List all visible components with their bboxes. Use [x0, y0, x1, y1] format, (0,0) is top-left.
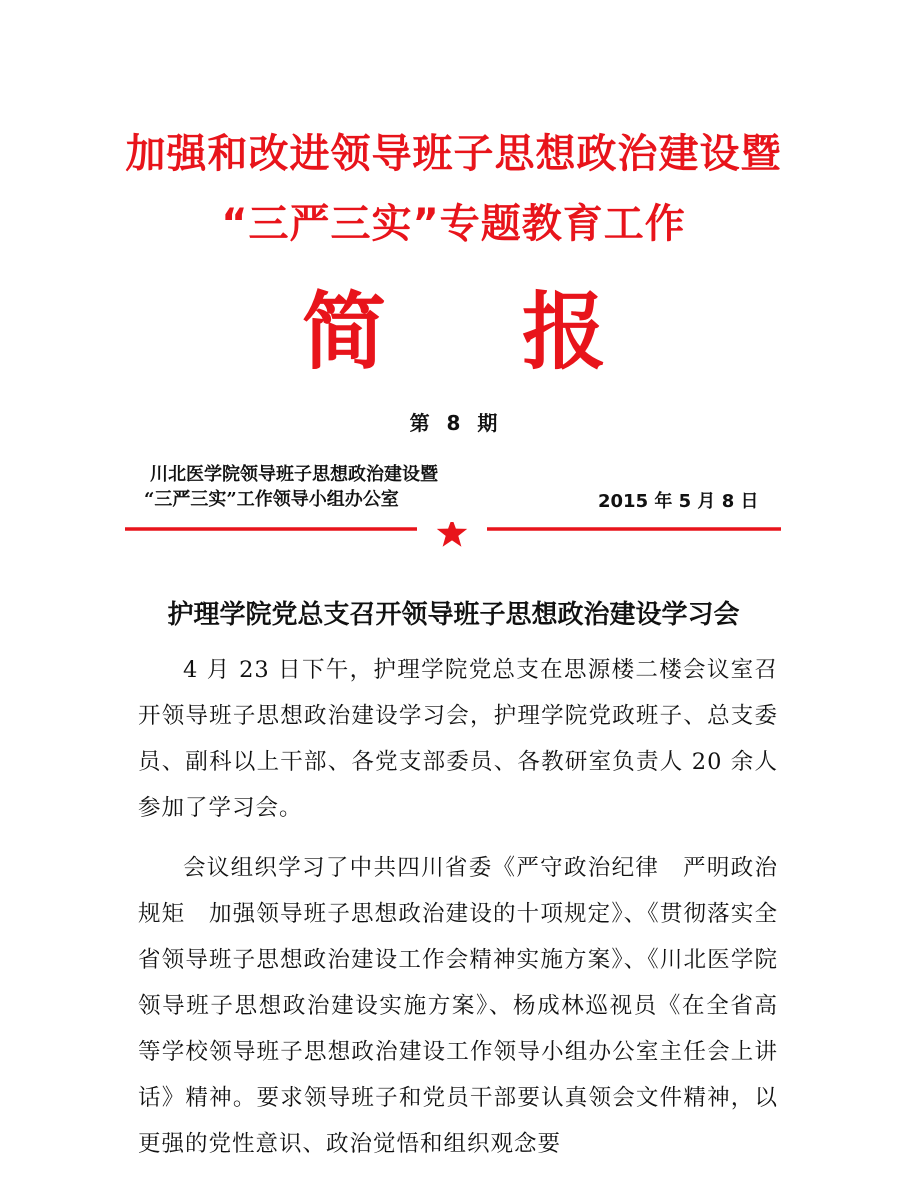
masthead-char-jian: 简 [302, 282, 387, 381]
star-icon [437, 522, 467, 547]
article-paragraph-1: 4 月 23 日下午，护理学院党总支在思源楼二楼会议室召开领导班子思想政治建设学习会，护理学院党政班子、总支委员、副科以上干部、各党支部委员、各教研室负责人 20 余人参加了学习会。 [138, 657, 778, 821]
issuer-line2: “三严三实”工作领导小组办公室 [144, 489, 399, 510]
bulletin-header-title-line2: “三严三实”专题教育工作 [221, 201, 686, 247]
article-title: 护理学院党总支召开领导班子思想政治建设学习会 [167, 600, 740, 630]
issuer-line1: 川北医学院领导班子思想政治建设暨 [150, 464, 438, 485]
issue-date: 2015 年 5 月 8 日 [598, 491, 759, 512]
issue-number: 第 8 期 [409, 411, 498, 435]
masthead-char-bao: 报 [522, 282, 607, 381]
article-paragraph-2: 会议组织学习了中共四川省委《严守政治纪律 严明政治规矩 加强领导班子思想政治建设的十项规定》、《贯彻落实全省领导班子思想政治建设工作会精神实施方案》、《川北医学院领导班子思想政治建设实施方案》、杨成林巡视员《在全省高等学校领导班子思想政治建设工作领导小组办公室主任会上讲话》精神。要求领导班子和党员干部要认真领会文件精神，以更强的党性意识、政治觉悟和组织观念要 [138, 855, 778, 1157]
issuer-block [144, 462, 438, 512]
bulletin-header-title-line1: 加强和改进领导班子思想政治建设暨 [125, 131, 782, 177]
red-divider-with-star [125, 522, 781, 552]
